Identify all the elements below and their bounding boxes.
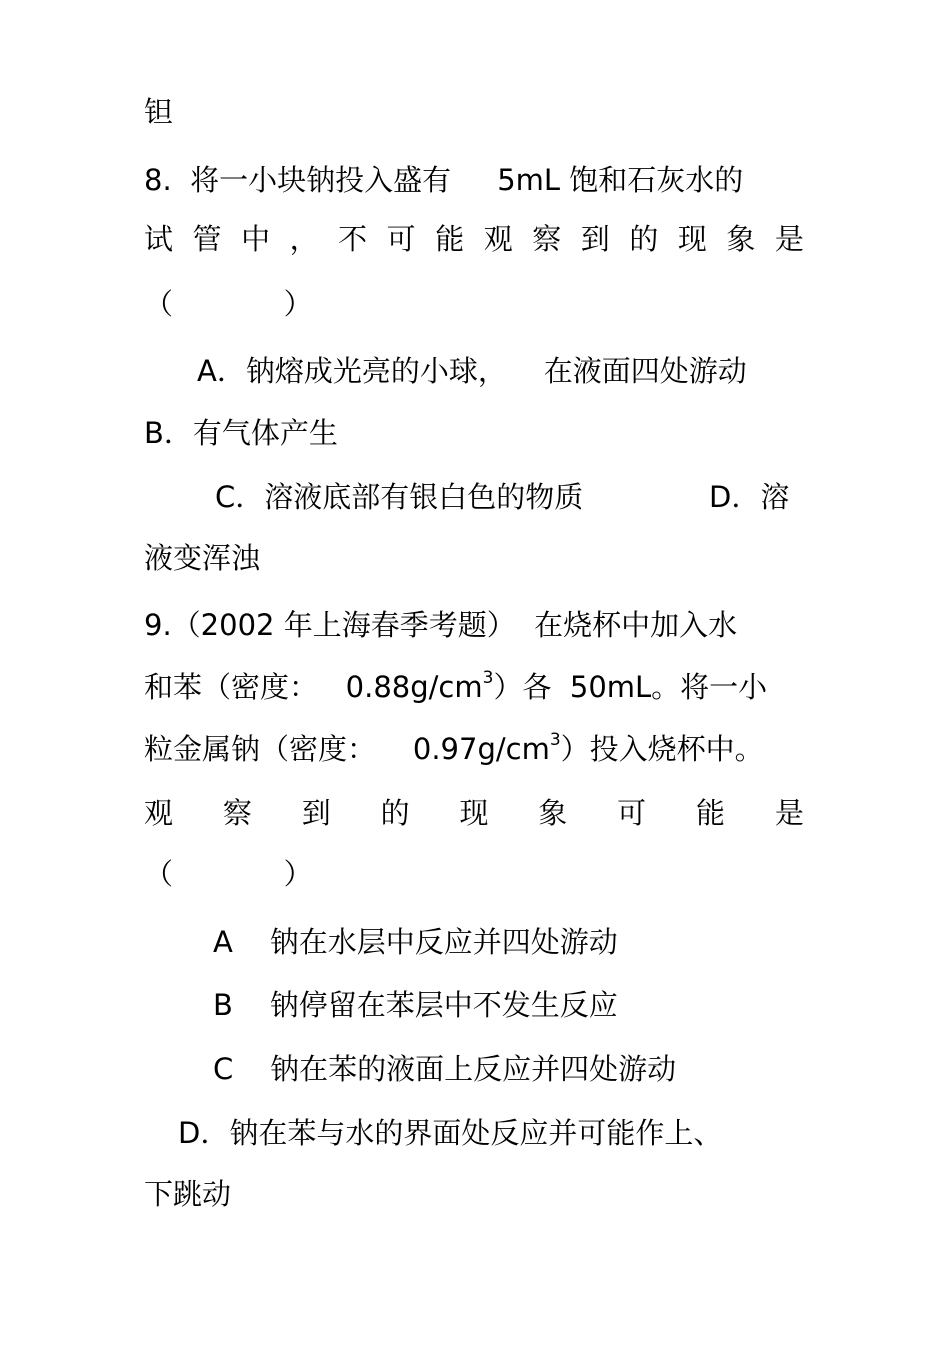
q8-char: 不	[338, 222, 368, 256]
q9-char: 现	[459, 796, 489, 830]
q9-stem-line-4	[144, 796, 804, 830]
q8-char: 是	[774, 222, 804, 256]
q8-char: ，	[289, 222, 319, 256]
q9-stem-line-2	[144, 670, 767, 704]
q8-char: 试	[144, 222, 174, 256]
fragment-top: 钽	[144, 95, 174, 129]
q8-char: 管	[192, 222, 222, 256]
q8-char: 现	[677, 222, 707, 256]
q9-option-d-tail: 下跳动	[144, 1177, 232, 1211]
q9-option-d: D．钠在苯与水的界面处反应并可能作上、	[178, 1116, 723, 1150]
q9-stem-2-post: ）各 50mL。将一小	[493, 670, 768, 704]
q8-option-d: D．溶	[709, 480, 790, 514]
q9-stem-3-sup: 3	[549, 730, 561, 750]
q8-stem-line-2	[144, 222, 804, 256]
q9-answer-blank: （ ）	[144, 857, 313, 891]
q8-char: 的	[629, 222, 659, 256]
q9-stem-3-post: ）投入烧杯中。	[560, 732, 764, 766]
q9-stem-2-sup: 3	[482, 668, 494, 688]
q8-char: 观	[483, 222, 513, 256]
q9-char: 象	[538, 796, 568, 830]
q9-stem-line-3	[144, 732, 764, 766]
q8-option-d-tail: 液变浑浊	[144, 541, 261, 575]
q8-char: 中	[241, 222, 271, 256]
q9-char: 观	[144, 796, 174, 830]
q9-char: 是	[774, 796, 804, 830]
q8-option-c: C．溶液底部有银白色的物质	[215, 480, 584, 514]
q8-char: 能	[435, 222, 465, 256]
q9-char: 察	[222, 796, 252, 830]
q9-char: 可	[617, 796, 647, 830]
q8-char: 象	[726, 222, 756, 256]
q8-char: 可	[386, 222, 416, 256]
q8-answer-blank: （ ）	[144, 287, 313, 321]
q8-char: 察	[532, 222, 562, 256]
q9-char: 能	[696, 796, 726, 830]
q9-stem-2-pre: 和苯（密度： 0.88g/cm	[144, 670, 483, 704]
q9-option-b: B 钠停留在苯层中不发生反应	[213, 988, 618, 1022]
q9-option-c: C 钠在苯的液面上反应并四处游动	[213, 1052, 677, 1086]
q9-option-a: A 钠在水层中反应并四处游动	[213, 925, 618, 959]
q9-stem-line-1: 9.（2002 年上海春季考题） 在烧杯中加入水	[144, 608, 738, 642]
q8-char: 到	[580, 222, 610, 256]
q9-char: 到	[301, 796, 331, 830]
q8-stem-line-1: 8. 将一小块钠投入盛有 5mL 饱和石灰水的	[144, 163, 744, 197]
q9-stem-3-pre: 粒金属钠（密度： 0.97g/cm	[144, 732, 550, 766]
q9-char: 的	[380, 796, 410, 830]
q8-option-b: B．有气体产生	[144, 416, 338, 450]
q8-option-a: A．钠熔成光亮的小球， 在液面四处游动	[197, 354, 747, 388]
